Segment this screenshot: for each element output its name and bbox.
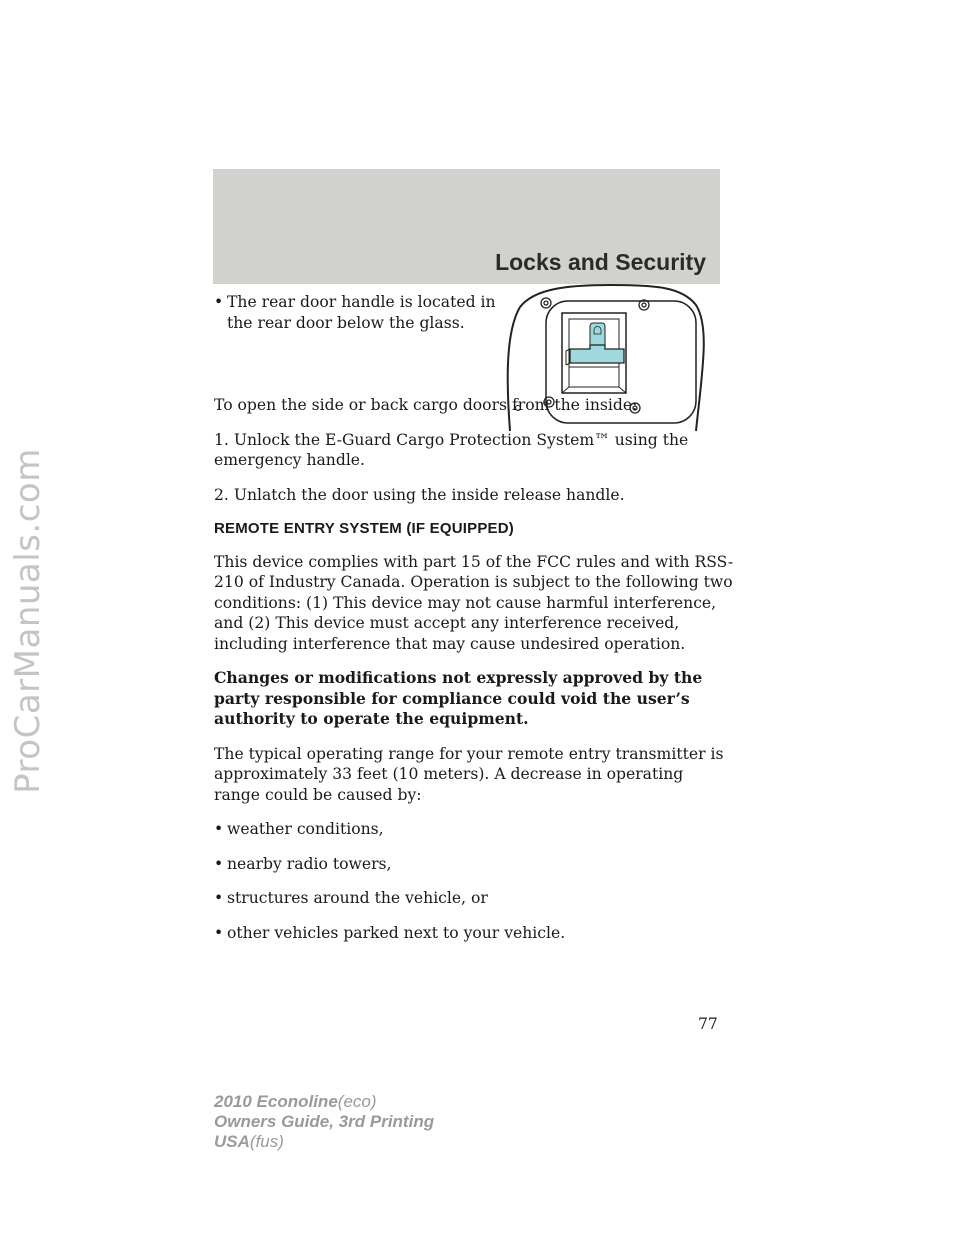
fcc-text: This device complies with part 15 of the FCC rules and with RSS-210 of Industry Canada. Operation is subject to the following two conditions: (1) This device may not cause harmful interference, and (2) This device must accept any interference received, including interference that may cause undesired operation. <box>214 552 734 653</box>
footer-market: USA <box>214 1132 250 1151</box>
watermark <box>6 0 50 1242</box>
footer-line-2: Owners Guide, 3rd Printing <box>214 1112 435 1131</box>
list-item <box>214 819 734 840</box>
open-doors-text: To open the side or back cargo doors from the inside: <box>214 396 638 414</box>
footer-model-code: (eco) <box>337 1092 377 1111</box>
step-1: 1. Unlock the E-Guard Cargo Protection System™ using the emergency handle. <box>214 430 689 469</box>
list-item <box>214 854 734 875</box>
section-title: Locks and Security <box>495 249 706 275</box>
section-header <box>213 169 720 284</box>
cause-text: weather conditions, <box>227 820 384 838</box>
list-item <box>214 888 734 909</box>
footer-market-code: (fus) <box>249 1132 284 1151</box>
bullet-dot: • <box>214 854 224 873</box>
bullet-dot: • <box>214 293 224 311</box>
footer-line-3 <box>214 1132 434 1152</box>
footer <box>214 1092 434 1152</box>
watermark-text: ProCarManuals.com <box>8 448 48 794</box>
fcc-warning: Changes or modifications not expressly approved by the party responsible for compliance could void the user’s authority to operate the equipment. <box>214 668 703 728</box>
cause-text: other vehicles parked next to your vehicle. <box>227 923 566 942</box>
page-content <box>214 292 734 957</box>
footer-line-1 <box>214 1092 434 1112</box>
cause-text: nearby radio towers, <box>227 854 392 873</box>
list-item <box>214 923 734 944</box>
cause-text: structures around the vehicle, or <box>227 889 488 907</box>
list-item <box>214 292 497 333</box>
range-text: The typical operating range for your remote entry transmitter is approximately 33 feet (10 meters). A decrease in operating range could be caused by: <box>214 744 724 804</box>
bullet-dot: • <box>214 923 224 942</box>
bullet-dot: • <box>214 820 224 838</box>
rear-door-handle-text: The rear door handle is located in the rear door below the glass. <box>227 293 496 332</box>
footer-model: 2010 Econoline <box>214 1092 338 1111</box>
page-number: 77 <box>698 1015 718 1033</box>
bullet-dot: • <box>214 889 224 907</box>
remote-entry-heading: REMOTE ENTRY SYSTEM (IF EQUIPPED) <box>214 520 514 537</box>
step-2: 2. Unlatch the door using the inside release handle. <box>214 485 625 504</box>
